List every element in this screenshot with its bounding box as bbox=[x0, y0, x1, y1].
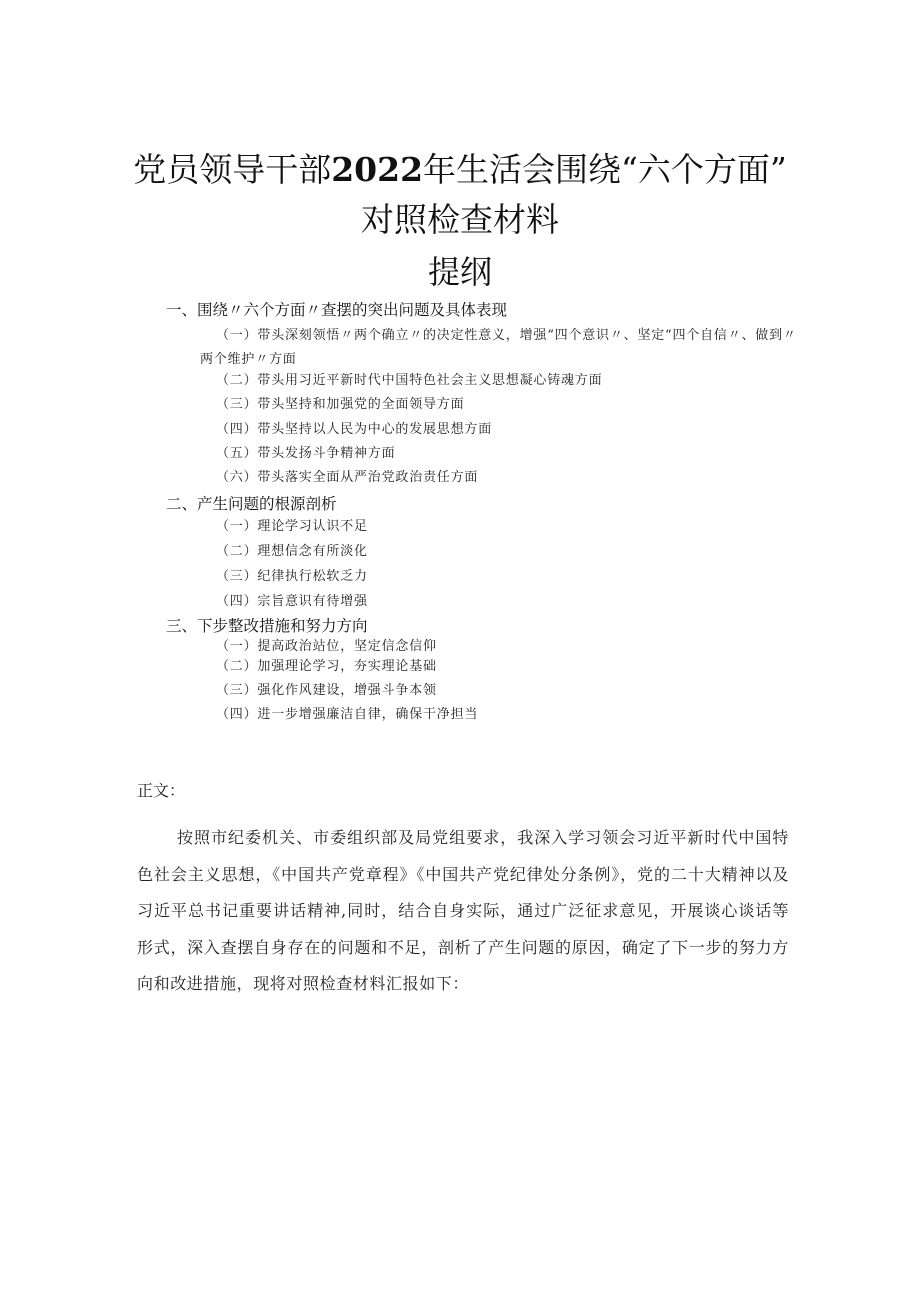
section-3-item-1: （一）提高政治站位，坚定信念信仰 bbox=[216, 639, 437, 654]
section-2-item-1: （一）理论学习认识不足 bbox=[216, 519, 368, 534]
section-1-item-3: （三）带头坚持和加强党的全面领导方面 bbox=[216, 397, 465, 412]
title-year: 2022 bbox=[331, 150, 424, 189]
section-heading-2: 二、产生问题的根源剖析 bbox=[166, 495, 337, 513]
document-title-line-1 bbox=[0, 148, 920, 192]
section-1-item-4: （四）带头坚持以人民为中心的发展思想方面 bbox=[216, 422, 493, 437]
document-title-line-2: 对照检查材料 bbox=[361, 200, 559, 239]
section-1-item-1: （一）带头深刻领悟〃两个确立〃的决定性意义，增强“四个意识〃、坚定“四个自信〃、做到〃两个维护〃方面 bbox=[200, 328, 797, 367]
title-prefix: 党员领导干部 bbox=[133, 150, 332, 189]
outline-title: 提纲 bbox=[427, 253, 492, 291]
section-1-item-2: （二）带头用习近平新时代中国特色社会主义思想凝心铸魂方面 bbox=[216, 373, 603, 388]
section-1-item-5: （五）带头发扬斗争精神方面 bbox=[216, 446, 396, 461]
section-1-item-6: （六）带头落实全面从严治党政治责任方面 bbox=[216, 470, 479, 485]
section-2-item-4: （四）宗旨意识有待增强 bbox=[216, 594, 368, 609]
section-3-item-4: （四）进一步增强廉洁自律，确保干净担当 bbox=[216, 707, 479, 722]
section-heading-3: 三、下步整改措施和努力方向 bbox=[166, 617, 368, 635]
body-label: 正文： bbox=[137, 781, 186, 800]
body-paragraph: 按照市纪委机关、市委组织部及局党组要求，我深入学习领会习近平新时代中国特色社会主义思想，《中国共产党章程》《中国共产党纪律处分条例》，党的二十大精神以及习近平总书记重要讲话精神,同时，结合自身实际，通过广泛征求意见，开展谈心谈话等形式，深入查摆自身存在的问题和不足，剖析了产生问题的原因，确定了下一步的努力方向和改进措施，现将对照检查材料汇报如下： bbox=[137, 828, 789, 993]
section-3-item-2: （二）加强理论学习，夯实理论基础 bbox=[216, 659, 437, 674]
section-3-item-3: （三）强化作风建设，增强斗争本领 bbox=[216, 683, 437, 698]
section-heading-1: 一、围绕〃六个方面〃查摆的突出问题及具体表现 bbox=[166, 301, 508, 319]
section-2-item-2: （二）理想信念有所淡化 bbox=[216, 544, 368, 559]
section-2-item-3: （三）纪律执行松软乏力 bbox=[216, 569, 368, 584]
title-suffix: 年生活会围绕“六个方面” bbox=[423, 150, 787, 189]
